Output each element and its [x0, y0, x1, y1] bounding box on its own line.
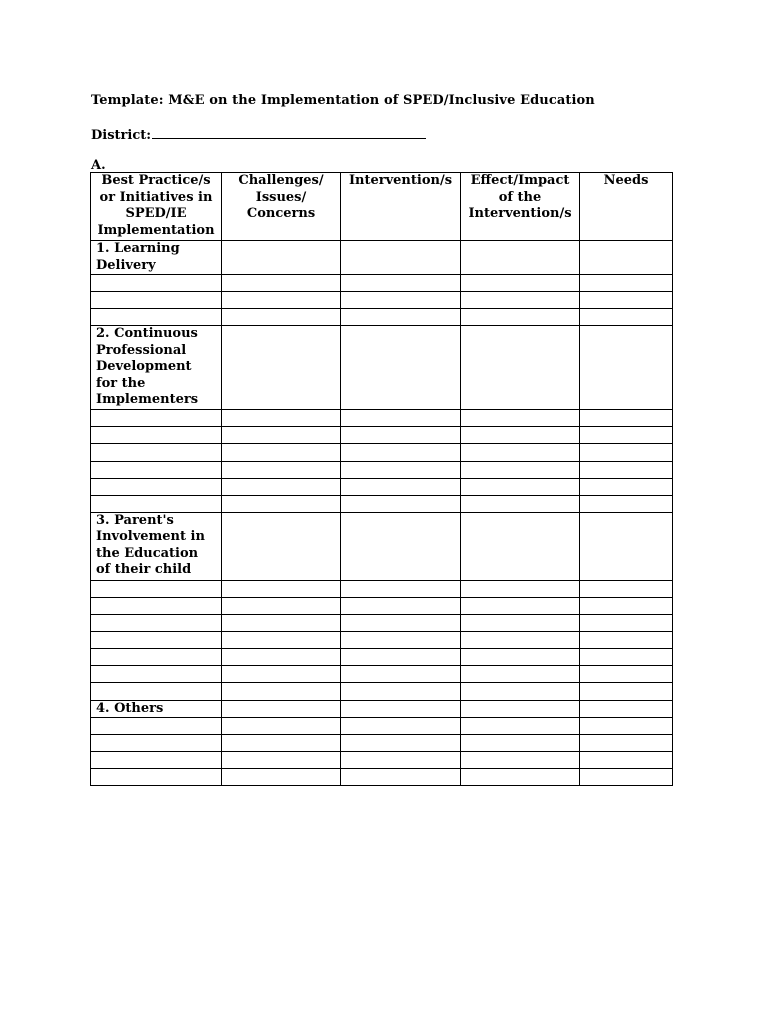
input-cell[interactable] — [341, 410, 461, 427]
section-label-cell: 4. Others — [91, 700, 222, 718]
input-cell[interactable] — [461, 580, 580, 597]
input-cell[interactable] — [461, 597, 580, 614]
input-cell[interactable] — [461, 495, 580, 512]
input-cell[interactable] — [341, 700, 461, 718]
section-label-cell: 2. Continuous Professional Development for the Implementers — [91, 326, 222, 410]
input-cell[interactable] — [222, 597, 341, 614]
input-cell[interactable] — [341, 615, 461, 632]
template-title: Template: M&E on the Implementation of SPED/Inclusive Education — [91, 93, 595, 108]
input-cell[interactable] — [461, 649, 580, 666]
district-field — [91, 126, 426, 143]
input-cell[interactable] — [222, 512, 341, 580]
input-cell[interactable] — [91, 410, 222, 427]
input-cell[interactable] — [341, 649, 461, 666]
input-cell[interactable] — [580, 735, 673, 752]
input-cell[interactable] — [222, 461, 341, 478]
section-row — [91, 700, 673, 718]
input-cell[interactable] — [341, 275, 461, 292]
input-cell[interactable] — [580, 241, 673, 275]
input-cell[interactable] — [91, 632, 222, 649]
blank-row — [91, 275, 673, 292]
input-cell[interactable] — [341, 309, 461, 326]
input-cell[interactable] — [341, 478, 461, 495]
blank-row — [91, 461, 673, 478]
input-cell[interactable] — [580, 326, 673, 410]
input-cell[interactable] — [580, 478, 673, 495]
input-cell[interactable] — [580, 700, 673, 718]
input-cell[interactable] — [222, 478, 341, 495]
header-needs: Needs — [580, 173, 673, 241]
me-table — [90, 172, 673, 786]
input-cell[interactable] — [580, 666, 673, 683]
input-cell[interactable] — [91, 683, 222, 700]
blank-row — [91, 478, 673, 495]
input-cell[interactable] — [461, 444, 580, 461]
input-cell[interactable] — [341, 461, 461, 478]
section-row — [91, 326, 673, 410]
input-cell[interactable] — [91, 495, 222, 512]
input-cell[interactable] — [580, 718, 673, 735]
blank-row — [91, 580, 673, 597]
header-interventions: Intervention/s — [341, 173, 461, 241]
input-cell[interactable] — [461, 615, 580, 632]
blank-row — [91, 309, 673, 326]
input-cell[interactable] — [580, 632, 673, 649]
input-cell[interactable] — [341, 241, 461, 275]
input-cell[interactable] — [91, 615, 222, 632]
input-cell[interactable] — [91, 275, 222, 292]
blank-row — [91, 292, 673, 309]
input-cell[interactable] — [461, 461, 580, 478]
input-cell[interactable] — [580, 769, 673, 786]
section-label: A. — [91, 158, 106, 173]
input-cell[interactable] — [341, 632, 461, 649]
input-cell[interactable] — [91, 580, 222, 597]
input-cell[interactable] — [91, 461, 222, 478]
input-cell[interactable] — [580, 309, 673, 326]
input-cell[interactable] — [222, 615, 341, 632]
input-cell[interactable] — [461, 683, 580, 700]
input-cell[interactable] — [341, 444, 461, 461]
section-row — [91, 241, 673, 275]
section-label-cell: 3. Parent's Involvement in the Education of their child — [91, 512, 222, 580]
input-cell[interactable] — [461, 309, 580, 326]
input-cell[interactable] — [580, 752, 673, 769]
input-cell[interactable] — [341, 683, 461, 700]
input-cell[interactable] — [461, 292, 580, 309]
input-cell[interactable] — [222, 649, 341, 666]
input-cell[interactable] — [341, 597, 461, 614]
input-cell[interactable] — [91, 752, 222, 769]
header-effect-impact: Effect/Impact of the Intervention/s — [461, 173, 580, 241]
input-cell[interactable] — [461, 752, 580, 769]
input-cell[interactable] — [222, 444, 341, 461]
input-cell[interactable] — [341, 292, 461, 309]
input-cell[interactable] — [222, 427, 341, 444]
section-row — [91, 512, 673, 580]
input-cell[interactable] — [461, 735, 580, 752]
input-cell[interactable] — [580, 512, 673, 580]
input-cell[interactable] — [222, 683, 341, 700]
header-challenges: Challenges/ Issues/ Concerns — [222, 173, 341, 241]
input-cell[interactable] — [222, 309, 341, 326]
input-cell[interactable] — [580, 683, 673, 700]
section-label-cell: 1. Learning Delivery — [91, 241, 222, 275]
input-cell[interactable] — [222, 292, 341, 309]
input-cell[interactable] — [461, 718, 580, 735]
input-cell[interactable] — [91, 478, 222, 495]
input-cell[interactable] — [461, 410, 580, 427]
input-cell[interactable] — [341, 427, 461, 444]
header-best-practices: Best Practice/s or Initiatives in SPED/IE Implementation — [91, 173, 222, 241]
input-cell[interactable] — [341, 326, 461, 410]
input-cell[interactable] — [580, 615, 673, 632]
input-cell[interactable] — [222, 718, 341, 735]
input-cell[interactable] — [341, 735, 461, 752]
blank-row — [91, 752, 673, 769]
input-cell[interactable] — [91, 427, 222, 444]
blank-row — [91, 444, 673, 461]
blank-row — [91, 683, 673, 700]
blank-row — [91, 615, 673, 632]
input-cell[interactable] — [461, 326, 580, 410]
input-cell[interactable] — [222, 666, 341, 683]
input-cell[interactable] — [341, 769, 461, 786]
input-cell[interactable] — [580, 275, 673, 292]
input-cell[interactable] — [222, 241, 341, 275]
input-cell[interactable] — [91, 666, 222, 683]
input-cell[interactable] — [91, 309, 222, 326]
blank-row — [91, 735, 673, 752]
input-cell[interactable] — [222, 632, 341, 649]
input-cell[interactable] — [222, 326, 341, 410]
input-cell[interactable] — [461, 478, 580, 495]
input-cell[interactable] — [91, 735, 222, 752]
blank-row — [91, 666, 673, 683]
district-label: District: — [91, 128, 152, 143]
input-cell[interactable] — [461, 632, 580, 649]
input-cell[interactable] — [341, 752, 461, 769]
blank-row — [91, 597, 673, 614]
input-cell[interactable] — [91, 718, 222, 735]
blank-row — [91, 427, 673, 444]
input-cell[interactable] — [222, 580, 341, 597]
input-cell[interactable] — [222, 495, 341, 512]
table-body — [91, 241, 673, 786]
input-cell[interactable] — [91, 292, 222, 309]
input-cell[interactable] — [341, 495, 461, 512]
input-cell[interactable] — [461, 512, 580, 580]
input-cell[interactable] — [580, 410, 673, 427]
input-cell[interactable] — [341, 718, 461, 735]
input-cell[interactable] — [461, 769, 580, 786]
blank-row — [91, 649, 673, 666]
input-cell[interactable] — [91, 649, 222, 666]
input-cell[interactable] — [91, 597, 222, 614]
input-cell[interactable] — [222, 275, 341, 292]
input-cell[interactable] — [461, 700, 580, 718]
blank-row — [91, 718, 673, 735]
input-cell[interactable] — [341, 580, 461, 597]
input-cell[interactable] — [222, 735, 341, 752]
input-cell[interactable] — [580, 292, 673, 309]
input-cell[interactable] — [461, 275, 580, 292]
input-cell[interactable] — [341, 666, 461, 683]
district-blank-line[interactable] — [152, 126, 426, 139]
input-cell[interactable] — [580, 461, 673, 478]
header-row — [91, 173, 673, 241]
input-cell[interactable] — [222, 752, 341, 769]
blank-row — [91, 769, 673, 786]
input-cell[interactable] — [580, 580, 673, 597]
input-cell[interactable] — [461, 427, 580, 444]
input-cell[interactable] — [580, 444, 673, 461]
input-cell[interactable] — [461, 241, 580, 275]
input-cell[interactable] — [222, 700, 341, 718]
input-cell[interactable] — [222, 410, 341, 427]
input-cell[interactable] — [580, 649, 673, 666]
input-cell[interactable] — [580, 495, 673, 512]
blank-row — [91, 495, 673, 512]
input-cell[interactable] — [461, 666, 580, 683]
input-cell[interactable] — [580, 427, 673, 444]
blank-row — [91, 632, 673, 649]
input-cell[interactable] — [91, 444, 222, 461]
input-cell[interactable] — [580, 597, 673, 614]
input-cell[interactable] — [91, 769, 222, 786]
input-cell[interactable] — [222, 769, 341, 786]
input-cell[interactable] — [341, 512, 461, 580]
blank-row — [91, 410, 673, 427]
